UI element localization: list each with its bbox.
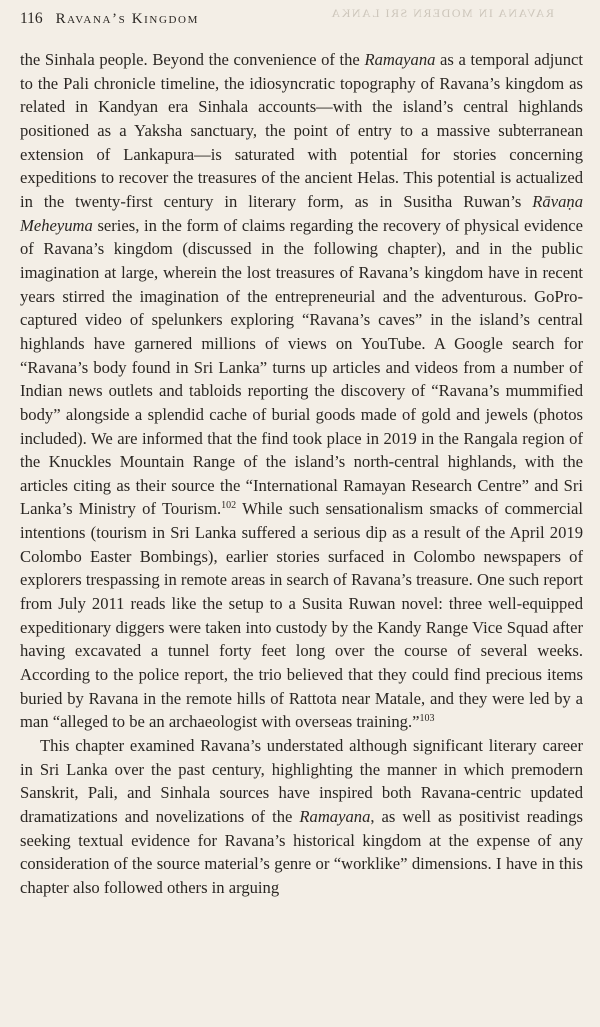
paragraph — [20, 48, 583, 734]
body-text — [20, 48, 583, 900]
page-number: 116 — [20, 10, 43, 27]
text-run: While such sensationalism smacks of commercial intentions (tourism in Sri Lanka suffered a serious dip as a result of the April 2019 Colombo Easter Bombings), earlier stories surfaced in Colombo newspapers of explorers trespassing in remote areas in search of Ravana’s treasure. One such report from July 2011 reads like the setup to a Susita Ruwan novel: three well-equipped expeditionary diggers were taken into custody by the Kandy Range Vice Squad after having excavated a tunnel forty feet long over the course of several weeks. According to the police report, the trio believed that they could find precious items buried by Ravana in the remote hills of Rattota near Matale, and they were led by a man “alleged to be an archaeologist with overseas training.” — [20, 499, 583, 732]
paragraph — [20, 734, 583, 900]
text-run: the Sinhala people. Beyond the convenience of the — [20, 50, 365, 69]
footnote-ref: 102 — [221, 500, 237, 512]
running-title: Ravana’s Kingdom — [55, 11, 199, 27]
italic-title: Rāvaṇa Meheyuma — [20, 191, 583, 235]
show-through-text: RAVANA IN MODERN SRI LANKA — [330, 6, 554, 20]
text-run: as a temporal adjunct to the Pali chronicle timeline, the idiosyncratic topography of Ravana’s kingdom as related in Kandyan era Sinhala accounts—with the island’s central highlands positioned as a Yaksha sanctuary, the point of entry to a massive subterranean extension of Lankapura—is saturated with potential for stories concerning expeditions to recover the treasures of the ancient Helas. This potential is actualized in the twenty-first century in literary form, as in Susitha Ruwan’s — [20, 50, 583, 211]
italic-title: Ramayana — [299, 807, 371, 826]
text-run: This chapter examined Ravana’s understated although significant literary career in Sri Lanka over the past century, highlighting the manner in which premodern Sanskrit, Pali, and Sinhala sources have inspired both Ravana-centric updated dramatizations and novelizations of the — [20, 736, 583, 826]
running-header — [20, 10, 199, 28]
text-run: , as well as positivist readings seeking textual evidence for Ravana’s historical kingdom at the expense of any consideration of the source material’s genre or “worklike” dimensions. I have in this chapter also followed others in arguing — [20, 807, 583, 897]
text-run: series, in the form of claims regarding the recovery of physical evidence of Ravana’s kingdom (discussed in the following chapter), and in the public imagination at large, wherein the lost treasures of Ravana’s kingdom have in recent years stirred the imagination of the entrepreneurial and the adventurous. GoPro-captured video of spelunkers exploring “Ravana’s caves” in the island’s central highlands have garnered millions of views on YouTube. A Google search for “Ravana’s body found in Sri Lanka” turns up articles and videos from a number of Indian news outlets and tabloids reporting the discovery of “Ravana’s mummified body” alongside a splendid cache of burial goods made of gold and jewels (photos included). We are informed that the find took place in 2019 in the Rangala region of the Knuckles Mountain Range of the island’s north-central highlands, with the articles citing as their source the “International Ramayan Research Centre” and Sri Lanka’s Ministry of Tourism. — [20, 215, 583, 519]
footnote-ref: 103 — [419, 713, 435, 725]
italic-title: Ramayana — [364, 50, 436, 69]
